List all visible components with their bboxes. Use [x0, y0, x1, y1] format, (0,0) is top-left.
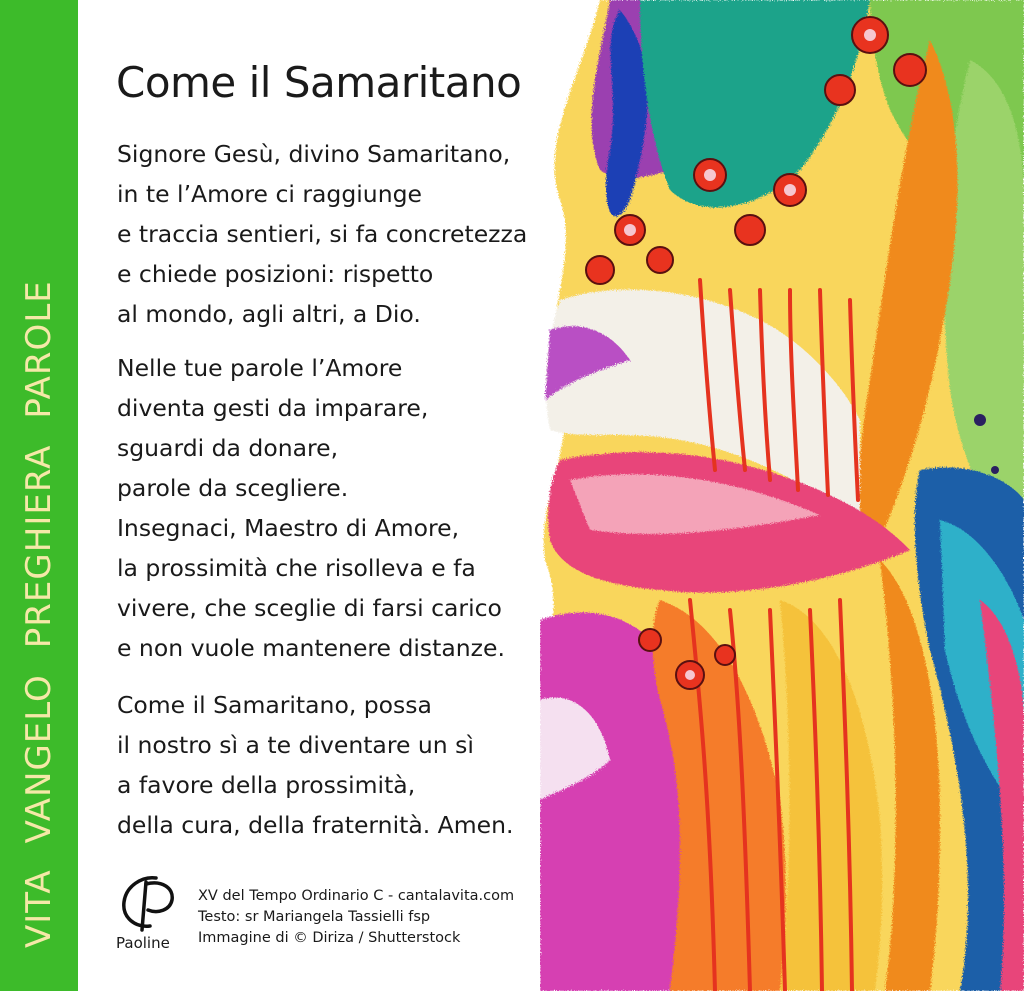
- credit-line: Testo: sr Mariangela Tassielli fsp: [198, 909, 431, 925]
- prayer-paragraph-3: [117, 685, 513, 845]
- prayer-line: al mondo, agli altri, a Dio.: [117, 300, 421, 328]
- prayer-paragraph-2: [117, 348, 505, 668]
- prayer-line: Insegnaci, Maestro di Amore,: [117, 514, 460, 542]
- prayer-line: la prossimità che risolleva e fa: [117, 554, 476, 582]
- credit-line: XV del Tempo Ordinario C - cantalavita.com: [198, 888, 515, 904]
- prayer-line: parole da scegliere.: [117, 474, 349, 502]
- sidebar-word-parole: PAROLE: [19, 280, 59, 419]
- prayer-line: e chiede posizioni: rispetto: [117, 260, 434, 288]
- prayer-line: e non vuole mantenere distanze.: [117, 634, 505, 662]
- prayer-line: Signore Gesù, divino Samaritano,: [117, 140, 511, 168]
- prayer-line: il nostro sì a te diventare un sì: [117, 731, 474, 759]
- sidebar-word-vita: VITA: [19, 869, 59, 948]
- prayer-line: e traccia sentieri, si fa concretezza: [117, 220, 528, 248]
- prayer-paragraph-1: [117, 134, 527, 334]
- logo-label: Paoline: [116, 934, 170, 952]
- prayer-line: vivere, che sceglie di farsi carico: [117, 594, 502, 622]
- credit-line: Immagine di © Diriza / Shutterstock: [198, 930, 461, 946]
- sidebar-word-preghiera: PREGHIERA: [19, 444, 59, 649]
- prayer-line: a favore della prossimità,: [117, 771, 416, 799]
- prayer-line: in te l’Amore ci raggiunge: [117, 180, 422, 208]
- prayer-line: della cura, della fraternità. Amen.: [117, 811, 514, 839]
- credits: [198, 886, 514, 949]
- watercolor-illustration: [540, 0, 1024, 991]
- prayer-line: Come il Samaritano, possa: [117, 691, 432, 719]
- sidebar-band: [0, 0, 78, 991]
- page-title: Come il Samaritano: [116, 58, 522, 107]
- prayer-line: sguardi da donare,: [117, 434, 339, 462]
- prayer-line: diventa gesti da imparare,: [117, 394, 429, 422]
- sidebar-words: [19, 254, 59, 948]
- sidebar-word-vangelo: VANGELO: [19, 674, 59, 844]
- prayer-line: Nelle tue parole l’Amore: [117, 354, 403, 382]
